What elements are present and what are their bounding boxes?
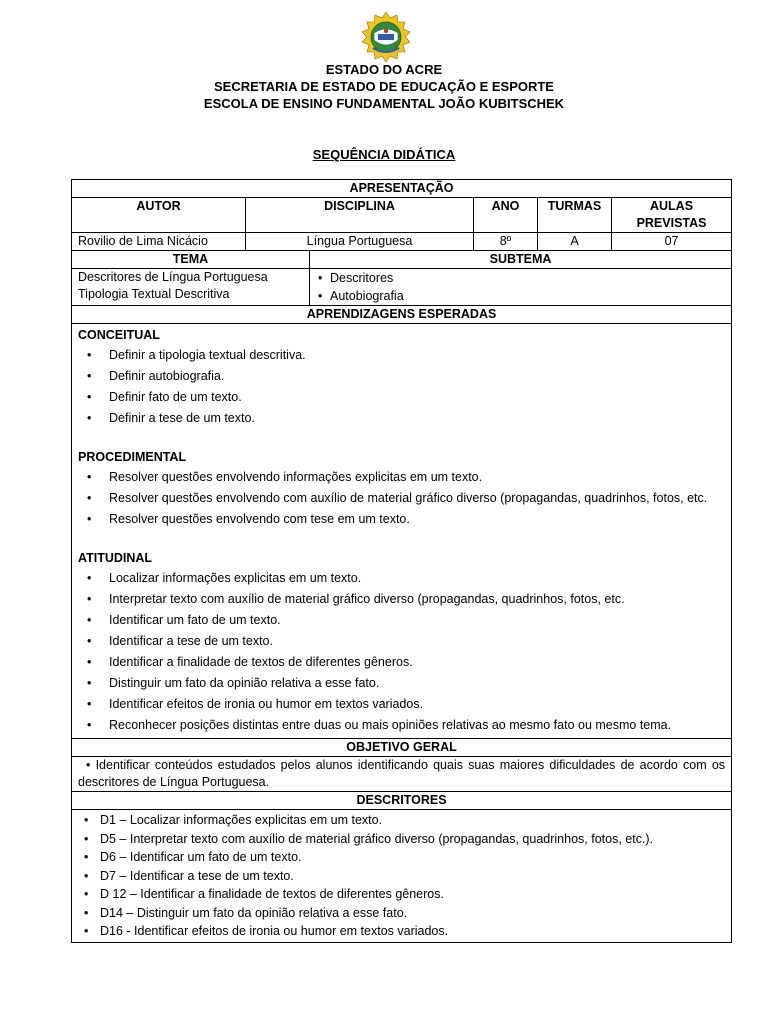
- info-value-row: [72, 233, 732, 251]
- subtheme-item: • Autobiografia: [316, 287, 725, 305]
- header-secretariat: SECRETARIA DE ESTADO DE EDUCAÇÃO E ESPORTE: [214, 79, 554, 94]
- theme-header-row: [72, 251, 732, 269]
- list-item: • Resolver questões envolvendo informações explicitas em um texto.: [78, 467, 725, 488]
- didactic-table: [71, 179, 732, 943]
- classes-header: TURMAS: [538, 198, 612, 233]
- descriptors-heading: DESCRITORES: [72, 792, 732, 810]
- learning-content-row: [72, 324, 732, 739]
- learning-header-row: [72, 306, 732, 324]
- objective-row: [72, 757, 732, 792]
- objective-text: Identificar conteúdos estudados pelos alunos identificando quais suas maiores dificuldades de acordo com os descritores de Língua Portuguesa.: [78, 758, 726, 789]
- descriptors-header-row: [72, 792, 732, 810]
- theme-line: Tipologia Textual Descritiva: [78, 287, 230, 301]
- list-item: • Localizar informações explicitas em um texto.: [78, 568, 725, 589]
- classes-value: A: [538, 233, 612, 251]
- descriptors-cell: [72, 810, 732, 943]
- objective-cell: • Identificar conteúdos estudados pelos alunos identificando quais suas maiores dificuldades de acordo com os descritores de Língua Portuguesa.: [72, 757, 732, 792]
- header-school: ESCOLA DE ENSINO FUNDAMENTAL JOÃO KUBITSCHEK: [203, 96, 565, 111]
- author-header: AUTOR: [72, 198, 246, 233]
- discipline-header: DISCIPLINA: [246, 198, 474, 233]
- subtheme-cell: [310, 269, 732, 306]
- subtheme-header: SUBTEMA: [310, 251, 732, 269]
- attitudinal-heading: ATITUDINAL: [78, 551, 153, 565]
- author-value: Rovilio de Lima Nicácio: [72, 233, 246, 251]
- conceptual-heading: CONCEITUAL: [78, 328, 160, 342]
- objective-header-row: [72, 739, 732, 757]
- list-item: • Definir a tipologia textual descritiva.: [78, 345, 725, 366]
- learning-heading: APRENDIZAGENS ESPERADAS: [72, 306, 732, 324]
- year-value: 8º: [474, 233, 538, 251]
- presentation-heading: APRESENTAÇÃO: [72, 180, 732, 198]
- theme-value-row: [72, 269, 732, 306]
- descriptor-item: • D7 – Identificar a tese de um texto.: [78, 867, 725, 886]
- theme-line: Descritores de Língua Portuguesa: [78, 270, 268, 284]
- list-item: • Definir fato de um texto.: [78, 387, 725, 408]
- list-item: • Resolver questões envolvendo com tese em um texto.: [78, 509, 725, 530]
- theme-header: TEMA: [72, 251, 310, 269]
- procedural-list: [78, 467, 725, 530]
- descriptors-row: [72, 810, 732, 943]
- descriptor-item: • D 12 – Identificar a finalidade de textos de diferentes gêneros.: [78, 885, 725, 904]
- list-item: • Resolver questões envolvendo com auxílio de material gráfico diverso (propagandas, quadrinhos, fotos, etc.: [78, 488, 725, 509]
- year-header: ANO: [474, 198, 538, 233]
- list-item: • Definir a tese de um texto.: [78, 408, 725, 429]
- descriptors-list: [78, 811, 725, 941]
- list-item: • Reconhecer posições distintas entre duas ou mais opiniões relativas ao mesmo fato ou mesmo tema.: [78, 715, 725, 736]
- list-item: • Identificar a finalidade de textos de diferentes gêneros.: [78, 652, 725, 673]
- descriptor-item: • D6 – Identificar um fato de um texto.: [78, 848, 725, 867]
- info-header-row: [72, 198, 732, 233]
- descriptor-item: • D5 – Interpretar texto com auxílio de material gráfico diverso (propagandas, quadrinhos, fotos, etc.).: [78, 830, 725, 849]
- learning-cell: [72, 324, 732, 739]
- header-state: ESTADO DO ACRE: [325, 62, 443, 77]
- lessons-value: 07: [612, 233, 732, 251]
- list-item: • Definir autobiografia.: [78, 366, 725, 387]
- objective-heading: OBJETIVO GERAL: [72, 739, 732, 757]
- presentation-row: [72, 180, 732, 198]
- attitudinal-list: [78, 568, 725, 736]
- list-item: • Interpretar texto com auxílio de material gráfico diverso (propagandas, quadrinhos, fotos, etc.: [78, 589, 725, 610]
- document-title: SEQUÊNCIA DIDÁTICA: [312, 147, 456, 162]
- descriptor-item: • D1 – Localizar informações explicitas em um texto.: [78, 811, 725, 830]
- list-item: • Distinguir um fato da opinião relativa a esse fato.: [78, 673, 725, 694]
- discipline-value: Língua Portuguesa: [246, 233, 474, 251]
- list-item: • Identificar um fato de um texto.: [78, 610, 725, 631]
- descriptor-item: • D16 - Identificar efeitos de ironia ou humor em textos variados.: [78, 922, 725, 941]
- state-coat-of-arms-icon: [359, 10, 413, 64]
- theme-cell: [72, 269, 310, 306]
- list-item: • Identificar a tese de um texto.: [78, 631, 725, 652]
- list-item: • Identificar efeitos de ironia ou humor em textos variados.: [78, 694, 725, 715]
- conceptual-list: [78, 345, 725, 429]
- lessons-header: AULAS PREVISTAS: [612, 198, 732, 233]
- procedural-heading: PROCEDIMENTAL: [78, 450, 187, 464]
- descriptor-item: • D14 – Distinguir um fato da opinião relativa a esse fato.: [78, 904, 725, 923]
- subtheme-item: • Descritores: [316, 269, 725, 287]
